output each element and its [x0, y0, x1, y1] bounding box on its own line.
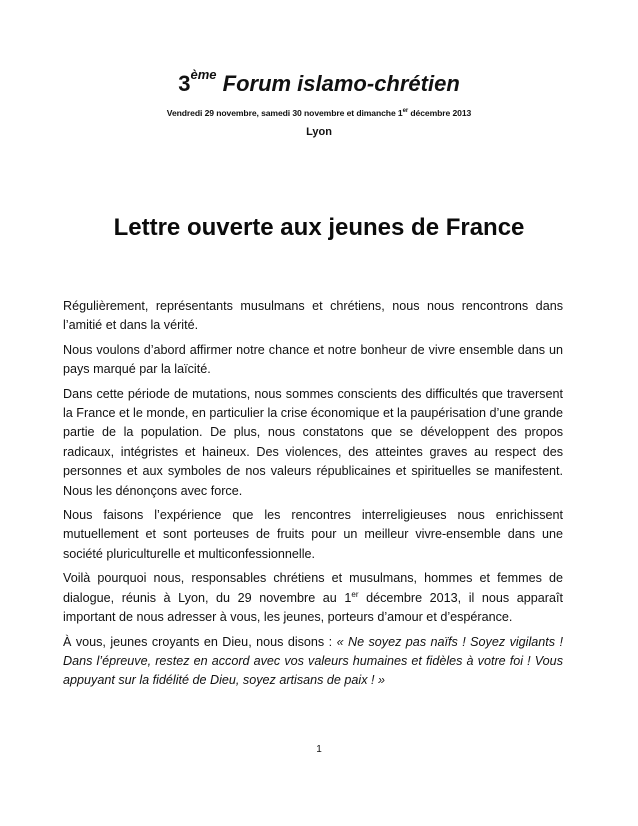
paragraph-1: Régulièrement, représentants musulmans et chrétiens, nous nous rencontrons dans l’amitié et dans la vérité.: [63, 299, 563, 333]
paragraph-2: Nous voulons d’abord affirmer notre chance et notre bonheur de vivre ensemble dans un pays marqué par la laïcité.: [63, 342, 563, 377]
dates-text-end: décembre 2013: [408, 108, 472, 118]
letter-body: [63, 297, 563, 696]
forum-number: 3: [178, 71, 191, 96]
dates-text: Vendredi 29 novembre, samedi 30 novembre et dimanche 1: [166, 108, 403, 118]
paragraph-5-ordinal-suffix: er: [351, 589, 359, 599]
letter-title: Lettre ouverte aux jeunes de France: [113, 214, 525, 241]
paragraph-6-intro: À vous, jeunes croyants en Dieu, nous disons :: [63, 634, 337, 649]
dates-ordinal-suffix: er: [402, 108, 409, 114]
forum-name: Forum islamo-chrétien: [222, 71, 460, 96]
paragraph-3: Dans cette période de mutations, nous sommes conscients des difficultés que traversent la France et le monde, en particulier la crise économique et la paupérisation d’une grande partie de la population. De plus, nous constatons que se développent des propos radicaux, intégristes et haineux. Des violences, des atteintes graves au respect des personnes et aux symboles de nos valeurs républicaines et spirituelles se manifestent. Nous les dénonçons avec force.: [63, 386, 563, 498]
forum-city: Lyon: [306, 126, 332, 138]
paragraph-5-text-end: décembre 2013, il nous apparaît important de nous adresser à vous, les jeunes, porteurs d’amour et d’espérance.: [63, 590, 563, 625]
paragraph-5: [63, 569, 563, 627]
forum-dates: [0, 106, 638, 120]
paragraph-6-quote: « Ne soyez pas naïfs ! Soyez vigilants ! Dans l’épreuve, restez en accord avec vos valeurs humaines et fidèles à votre foi ! Vous appuyant sur la fidélité de Dieu, soyez artisans de paix ! »: [63, 634, 563, 688]
page-number: 1: [316, 744, 322, 755]
forum-title: [0, 67, 638, 98]
paragraph-6: [63, 633, 563, 691]
paragraph-4: Nous faisons l’expérience que les rencontres interreligieuses nous enrichissent mutuellement et sont porteuses de fruits pour un meilleur vivre-ensemble dans une société pluriculturelle et multiconfessionnelle.: [63, 508, 563, 561]
paragraph-5-text: Voilà pourquoi nous, responsables chrétiens et musulmans, hommes et femmes de dialogue, réunis à Lyon, du 29 novembre au 1: [63, 571, 563, 605]
forum-ordinal-suffix: ème: [190, 67, 217, 82]
